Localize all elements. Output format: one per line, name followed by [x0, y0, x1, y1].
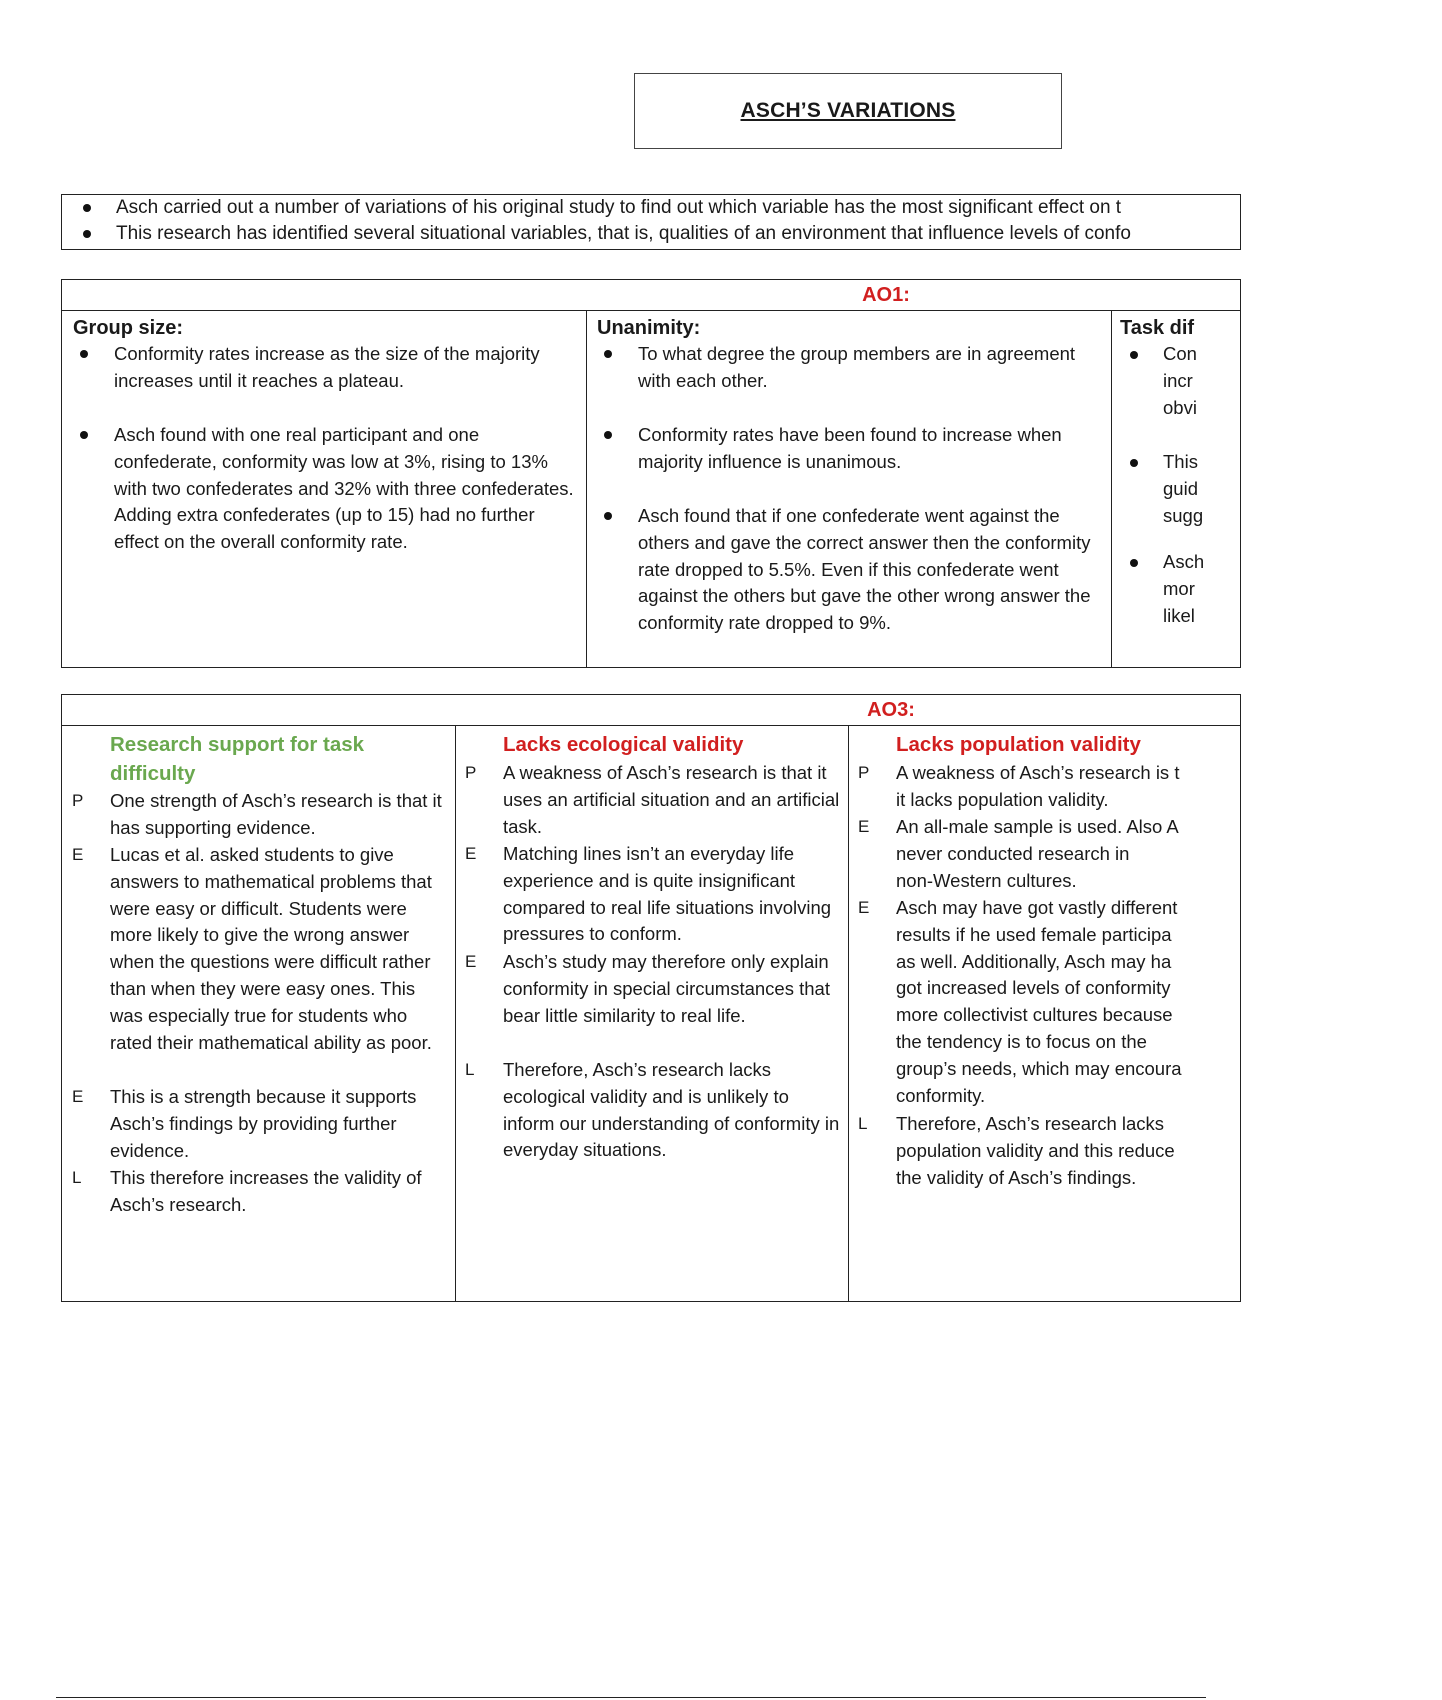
bullet-icon	[83, 204, 91, 212]
task-difficulty-column	[1111, 311, 1242, 667]
list-item	[62, 842, 449, 1056]
pel-text: results if he used female participa	[896, 923, 1172, 945]
pel-letter: E	[465, 844, 477, 863]
pel-letter: E	[858, 817, 870, 836]
population-validity-column	[848, 726, 1242, 1301]
group-size-column	[62, 311, 586, 667]
pel-text: got increased levels of conformity	[896, 977, 1171, 999]
pel-letter: P	[465, 763, 477, 782]
pel-letter: E	[858, 898, 870, 917]
list-item	[72, 341, 578, 395]
bullet-text: mor	[1163, 577, 1195, 599]
intro-box	[61, 194, 1241, 250]
page-title: ASCH’S VARIATIONS	[740, 99, 956, 122]
bullet-text: sugg	[1163, 504, 1204, 526]
pel-letter: L	[858, 1114, 868, 1133]
pel-text: as well. Additionally, Asch may ha	[896, 950, 1172, 972]
footer-divider	[56, 1697, 1206, 1698]
bullet-icon	[83, 230, 91, 238]
list-item	[62, 1165, 449, 1219]
list-item	[455, 949, 842, 1029]
ao1-heading: AO1:	[62, 280, 1240, 311]
pel-text: One strength of Asch’s research is that it has supporting evidence.	[110, 790, 442, 838]
list-item	[72, 422, 578, 556]
bullet-icon	[80, 350, 88, 358]
ao3-heading: AO3:	[62, 695, 1240, 726]
pel-letter: E	[72, 845, 84, 864]
pel-text: population validity and this reduce	[896, 1139, 1175, 1161]
ecological-validity-column	[455, 726, 848, 1301]
list-item	[455, 841, 842, 948]
task-difficulty-title: Task dif	[1120, 317, 1195, 339]
pel-letter: E	[465, 952, 477, 971]
pel-text: A weakness of Asch’s research is t	[896, 762, 1180, 783]
pel-text: Lucas et al. asked students to give answers to mathematical problems that were easy or difficult. Students were more likely to give the wrong answer when the questions were difficult rather than when they were easy ones. This was especially true for students who rated their mathematical ability as poor.	[110, 844, 432, 1053]
ecological-validity-title: Lacks ecological validity	[503, 733, 744, 756]
bullet-text: Asch found that if one confederate went against the others and gave the correct answer then the conformity rate dropped to 5.5%. Even if this confederate went against the others but gave the other wrong answer the conformity rate dropped to 9%.	[638, 505, 1091, 634]
pel-letter: E	[72, 1087, 84, 1106]
pel-text: An all-male sample is used. Also A	[896, 816, 1179, 837]
list-item	[848, 760, 1442, 814]
ao1-table	[61, 279, 1241, 668]
pel-text: conformity.	[896, 1084, 986, 1106]
bullet-text: guid	[1163, 477, 1198, 499]
list-item	[62, 788, 449, 842]
bullet-icon	[80, 431, 88, 439]
pel-text: never conducted research in	[896, 842, 1130, 864]
bullet-text: To what degree the group members are in agreement with each other.	[638, 343, 1076, 391]
intro-line: Asch carried out a number of variations of his original study to find out which variable has the most significant effect on t	[116, 197, 1122, 218]
pel-text: Therefore, Asch’s research lacks	[896, 1113, 1165, 1134]
list-item	[596, 341, 1103, 395]
bullet-text: This	[1163, 451, 1198, 472]
pel-text: A weakness of Asch’s research is that it uses an artificial situation and an artificial task.	[503, 762, 840, 837]
list-item	[1111, 449, 1234, 529]
pel-text: Asch may have got vastly different	[896, 897, 1178, 918]
intro-line: This research has identified several situational variables, that is, qualities of an environment that influence levels of confo	[116, 223, 1131, 244]
pel-letter: L	[465, 1060, 475, 1079]
pel-text: more collectivist cultures because	[896, 1004, 1173, 1026]
list-item	[848, 814, 1442, 894]
pel-text: Matching lines isn’t an everyday life experience and is quite insignificant compared to real life situations involving pressures to conform.	[503, 843, 832, 945]
bullet-text: incr	[1163, 369, 1193, 391]
bullet-icon	[604, 512, 612, 520]
group-size-title: Group size:	[73, 317, 184, 339]
bullet-text: Conformity rates have been found to increase when majority influence is unanimous.	[638, 424, 1062, 472]
list-item	[848, 1111, 1442, 1191]
list-item	[848, 895, 1442, 1109]
population-validity-title: Lacks population validity	[896, 733, 1141, 756]
bullet-icon	[604, 431, 612, 439]
pel-letter: L	[72, 1168, 82, 1187]
bullet-icon	[604, 350, 612, 358]
pel-text: group’s needs, which may encoura	[896, 1057, 1182, 1079]
pel-text: the tendency is to focus on the	[896, 1030, 1147, 1052]
pel-letter: P	[72, 791, 84, 810]
pel-text: non-Western cultures.	[896, 869, 1077, 891]
bullet-text: Con	[1163, 343, 1197, 364]
list-item	[1111, 341, 1234, 421]
list-item	[62, 1084, 449, 1164]
bullet-text: likel	[1163, 604, 1195, 626]
pel-letter: P	[858, 763, 870, 782]
bullet-text: Conformity rates increase as the size of the majority increases until it reaches a plateau.	[114, 343, 540, 391]
bullet-text: Asch	[1163, 551, 1205, 572]
pel-text: This therefore increases the validity of Asch’s research.	[110, 1167, 422, 1215]
title-box	[634, 73, 1062, 149]
pel-text: the validity of Asch’s findings.	[896, 1166, 1137, 1188]
list-item	[455, 760, 842, 840]
list-item	[1111, 549, 1234, 629]
unanimity-title: Unanimity:	[597, 317, 701, 339]
pel-text: Asch’s study may therefore only explain conformity in special circumstances that bear little similarity to real life.	[503, 951, 830, 1026]
list-item	[455, 1057, 842, 1164]
bullet-text: obvi	[1163, 396, 1197, 418]
list-item	[596, 503, 1103, 637]
pel-text: This is a strength because it supports Asch’s findings by providing further evidence.	[110, 1086, 417, 1161]
list-item	[596, 422, 1103, 476]
research-support-title: Research support for task difficulty	[110, 733, 365, 785]
pel-text: Therefore, Asch’s research lacks ecological validity and is unlikely to inform our understanding of conformity in everyday situations.	[503, 1059, 840, 1161]
research-support-column	[62, 726, 455, 1301]
bullet-text: Asch found with one real participant and one confederate, conformity was low at 3%, rising to 13% with two confederates and 32% with three confederates. Adding extra confederates (up to 15) had no further effect on the overall conformity rate.	[114, 424, 574, 553]
pel-text: it lacks population validity.	[896, 788, 1109, 810]
ao3-table	[61, 694, 1241, 1302]
unanimity-column	[586, 311, 1111, 667]
